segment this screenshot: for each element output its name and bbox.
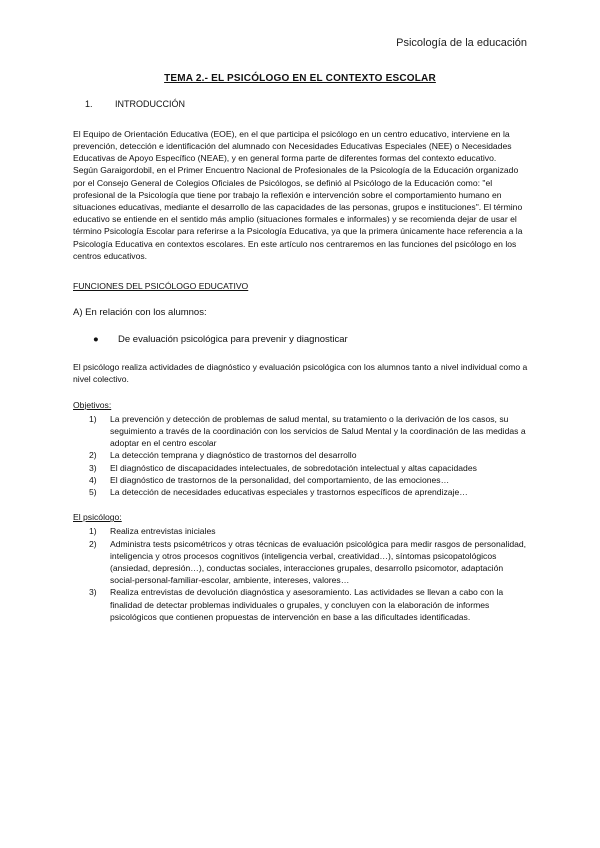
bullet-text: De evaluación psicológica para prevenir y diagnosticar: [118, 333, 348, 345]
bullet-icon: ●: [93, 333, 99, 345]
list-item-text: Realiza entrevistas de devolución diagnóstica y asesoramiento. Las actividades se llevan a cabo con la finalidad de detectar problemas individuales o grupales, y concluyen con la elaboración de informes psicológicos que contienen propuestas de intervención en base a las dificultades identificadas.: [110, 587, 504, 622]
list-item-text: Administra tests psicométricos y otras técnicas de evaluación psicológica para medir rasgos de personalidad, inteligencia y otros procesos cognitivos (inteligencia verbal, creatividad…), síntomas psicopatológicos (ansiedad, depresión…), conductas sociales, interacciones grupales, desarrollo psicomotor, adaptación social-personal-familiar-escolar, ambiente, intereses, valores…: [110, 538, 527, 586]
intro-paragraph-2: Según Garaigordobil, en el Primer Encuentro Nacional de Profesionales de la Psicología de la Educación organizado por el Consejo General de Colegios Oficiales de Psicólogos, se definió al Psicólogo de la Educación como: "el profesional de la Psicología que tiene por trabajo la reflexión e intervención sobre el comportamiento humano en situaciones educativas, mediante el desarrollo de las capacidades de las personas, grupos e instituciones". El término educativo se entiende en el sentido más amplio (situaciones formales e informales) y se recomienda dejar de usar el término Psicología Escolar para referirse a la Psicología Educativa, ya que la primera únicamente hace referencia a la Psicología Educativa en contextos escolares. En este artículo nos centraremos en las funciones del psicólogo en los centros educativos.: [73, 165, 523, 261]
document-title: TEMA 2.- EL PSICÓLOGO EN EL CONTEXTO ESCOLAR: [164, 73, 436, 84]
relacion-alumnos-heading: A) En relación con los alumnos:: [73, 307, 207, 319]
list-item-number: 4): [89, 474, 97, 485]
evaluacion-paragraph: El psicólogo realiza actividades de diagnóstico y evaluación psicológica con los alumnos tanto a nivel individual como a nivel colectivo.: [73, 362, 528, 385]
funciones-heading: FUNCIONES DEL PSICÓLOGO EDUCATIVO: [73, 281, 249, 291]
objetivos-heading: Objetivos:: [73, 399, 112, 410]
list-item: [89, 462, 528, 474]
list-item-number: 2): [89, 450, 97, 461]
list-item: [89, 449, 528, 461]
list-item-number: 1): [89, 413, 97, 424]
list-item-text: La prevención y detección de problemas de salud mental, su tratamiento o la derivación de los casos, su seguimiento a través de la coordinación con los servicios de Salud Mental y la coordinación de las medidas a adoptar en el centro escolar: [110, 413, 526, 449]
list-item: [89, 586, 528, 623]
list-item-text: Realiza entrevistas iniciales: [110, 526, 216, 537]
list-item: [89, 538, 528, 587]
list-item: [89, 525, 528, 537]
list-item: [89, 486, 528, 498]
list-item-number: 2): [89, 538, 97, 549]
list-item-number: 1): [89, 526, 97, 537]
list-item: [89, 413, 528, 450]
list-item: [89, 474, 528, 486]
list-item-text: La detección de necesidades educativas especiales y trastornos específicos de aprendizaje…: [110, 487, 468, 497]
list-item-text: La detección temprana y diagnóstico de trastornos del desarrollo: [110, 450, 357, 461]
list-item-number: 5): [89, 487, 97, 497]
section-label: INTRODUCCIÓN: [115, 99, 185, 109]
document-body: [73, 98, 528, 623]
bullet-item: [93, 333, 528, 346]
list-item-text: El diagnóstico de trastornos de la personalidad, del comportamiento, de las emociones…: [110, 474, 450, 485]
section-number: 1.: [85, 99, 93, 109]
intro-paragraph-1: El Equipo de Orientación Educativa (EOE), en el que participa el psicólogo en un centro educativo, interviene en la prevención, detección e identificación del alumnado con Necesidades Educativas Especiales (NEE) o Necesidades Educativas de Apoyo Específico (NEAE), y en general forma parte de diferentes formas del contexto educativo.: [73, 128, 512, 164]
psicologo-list: [73, 525, 528, 623]
psicologo-heading: El psicólogo:: [73, 512, 122, 523]
list-item-number: 3): [89, 587, 97, 598]
objetivos-list: [73, 413, 528, 498]
list-item-number: 3): [89, 462, 97, 473]
section-heading: [85, 98, 528, 111]
page-header-subject: Psicología de la educación: [396, 37, 527, 49]
list-item-text: El diagnóstico de discapacidades intelectuales, de sobredotación intelectual y altas capacidades: [110, 462, 477, 473]
